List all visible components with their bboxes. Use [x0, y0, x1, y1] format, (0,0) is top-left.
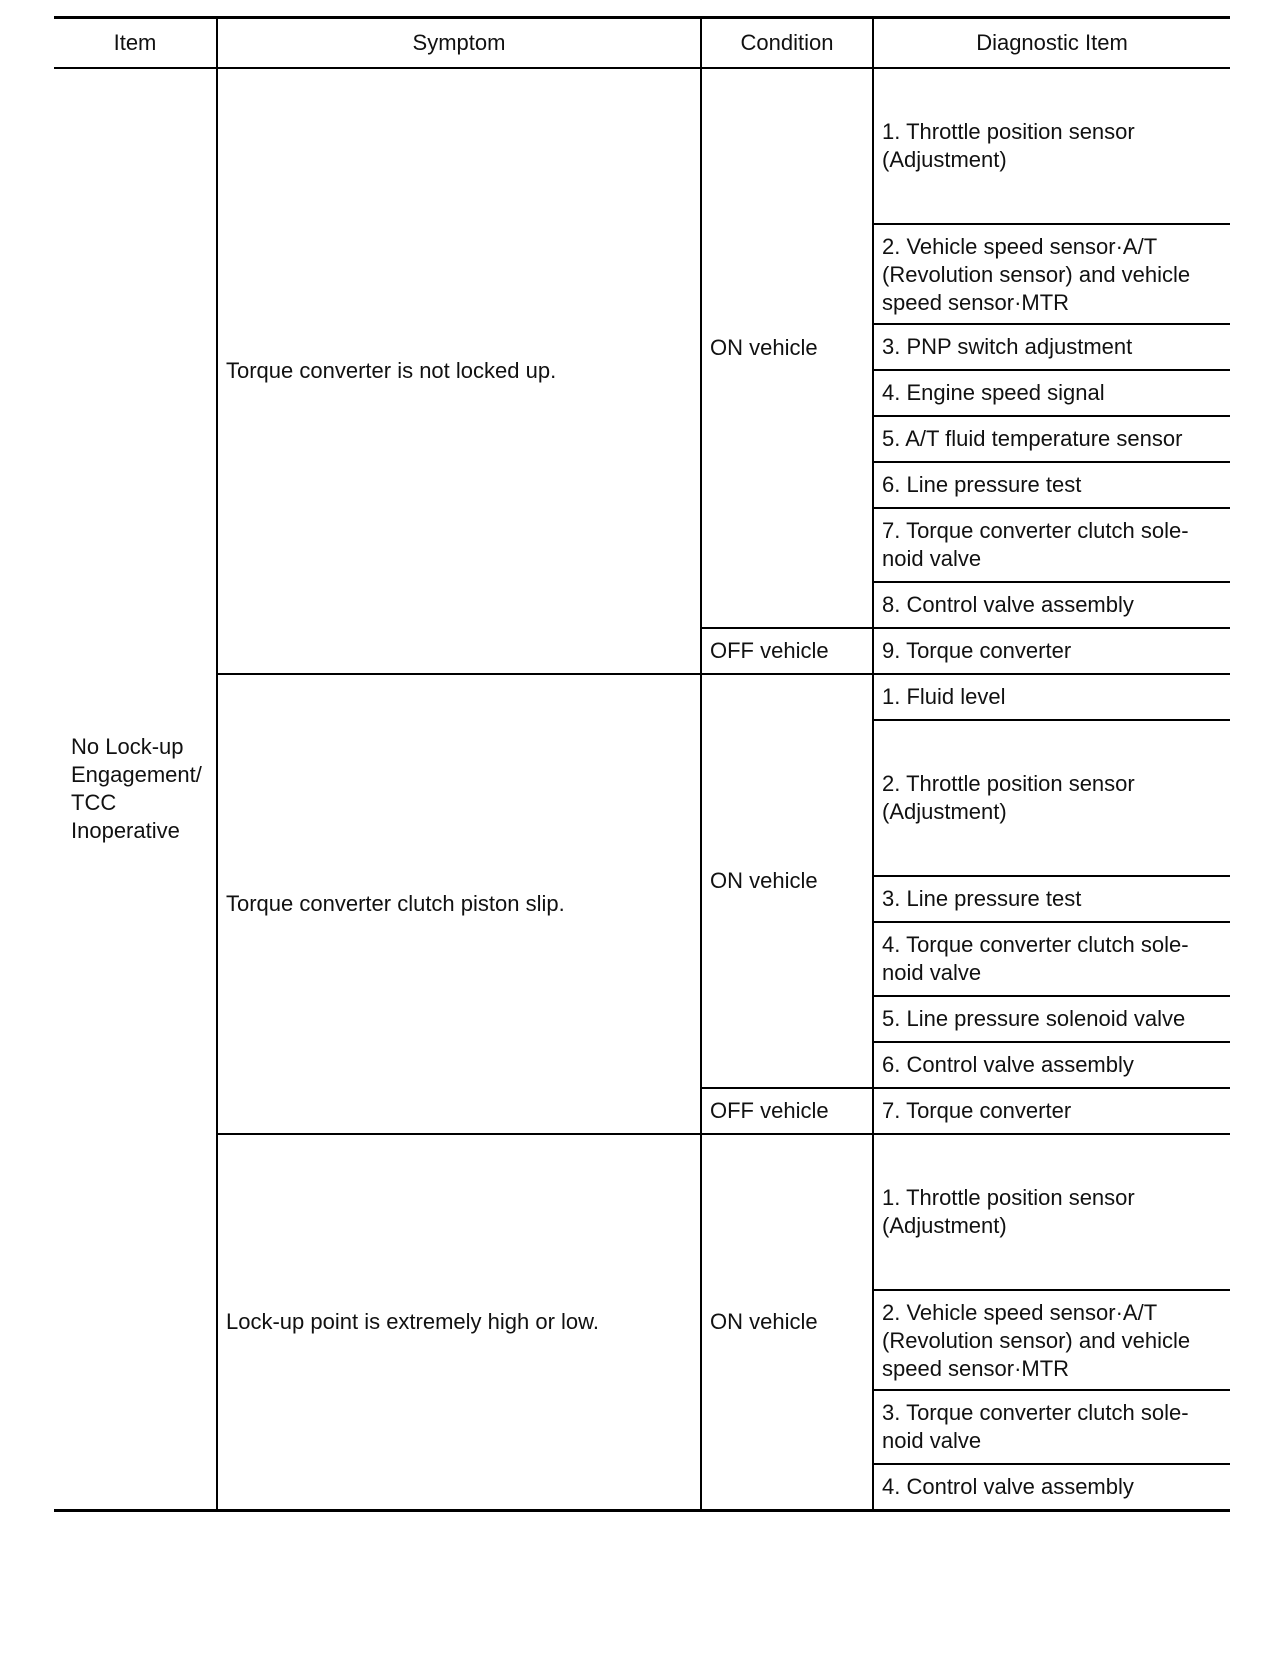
- header-condition: Condition: [701, 18, 873, 69]
- diagnostic-item-cell: 3. Line pressure test: [873, 876, 1230, 922]
- condition-cell: OFF vehicle: [701, 628, 873, 674]
- diagnostic-item-cell: 1. Throttle position sensor (Adjustment): [873, 68, 1230, 224]
- diagnostic-item-cell: 1. Throttle position sensor (Adjustment): [873, 1134, 1230, 1290]
- diagnostic-table: [54, 16, 1230, 1512]
- diagnostic-item-cell: 6. Line pressure test: [873, 462, 1230, 508]
- header-diagnostic-item: Diagnostic Item: [873, 18, 1230, 69]
- header-item: Item: [54, 18, 217, 69]
- header-symptom: Symptom: [217, 18, 701, 69]
- diagnostic-item-cell: 2. Vehicle speed sensor·A/T (Revolution sensor) and vehicle speed sensor·MTR: [873, 1290, 1230, 1390]
- table-row: [54, 68, 1230, 224]
- diagnostic-item-cell: 2. Throttle position sensor (Adjustment): [873, 720, 1230, 876]
- diagnostic-item-cell: 4. Torque converter clutch sole-noid valve: [873, 922, 1230, 996]
- symptom-cell: Lock-up point is extremely high or low.: [217, 1134, 701, 1510]
- diagnostic-item-cell: 4. Control valve assembly: [873, 1464, 1230, 1510]
- symptom-cell: Torque converter clutch piston slip.: [217, 674, 701, 1134]
- diagnostic-item-cell: 8. Control valve assembly: [873, 582, 1230, 628]
- diagnostic-item-cell: 1. Fluid level: [873, 674, 1230, 720]
- table-row: [54, 1134, 1230, 1290]
- diagnostic-item-cell: 3. Torque converter clutch sole-noid valve: [873, 1390, 1230, 1464]
- diagnostic-item-cell: 4. Engine speed signal: [873, 370, 1230, 416]
- item-cell: No Lock-up Engagement/ TCC Inoperative: [71, 733, 202, 843]
- condition-cell: ON vehicle: [701, 68, 873, 628]
- diagnostic-item-cell: 5. Line pressure solenoid valve: [873, 996, 1230, 1042]
- diagnostic-item-cell: 7. Torque converter: [873, 1088, 1230, 1134]
- diagnostic-item-cell: 5. A/T fluid temperature sensor: [873, 416, 1230, 462]
- condition-cell: ON vehicle: [701, 1134, 873, 1510]
- table-row: [54, 674, 1230, 720]
- diagnostic-item-cell: 6. Control valve assembly: [873, 1042, 1230, 1088]
- diagnostic-item-cell: 9. Torque converter: [873, 628, 1230, 674]
- condition-cell: ON vehicle: [701, 674, 873, 1088]
- diagnostic-item-cell: 3. PNP switch adjustment: [873, 324, 1230, 370]
- header-row: [54, 18, 1230, 69]
- symptom-cell: Torque converter is not locked up.: [217, 68, 701, 674]
- diagnostic-item-cell: 7. Torque converter clutch sole-noid valve: [873, 508, 1230, 582]
- condition-cell: OFF vehicle: [701, 1088, 873, 1134]
- diagnostic-item-cell: 2. Vehicle speed sensor·A/T (Revolution sensor) and vehicle speed sensor·MTR: [873, 224, 1230, 324]
